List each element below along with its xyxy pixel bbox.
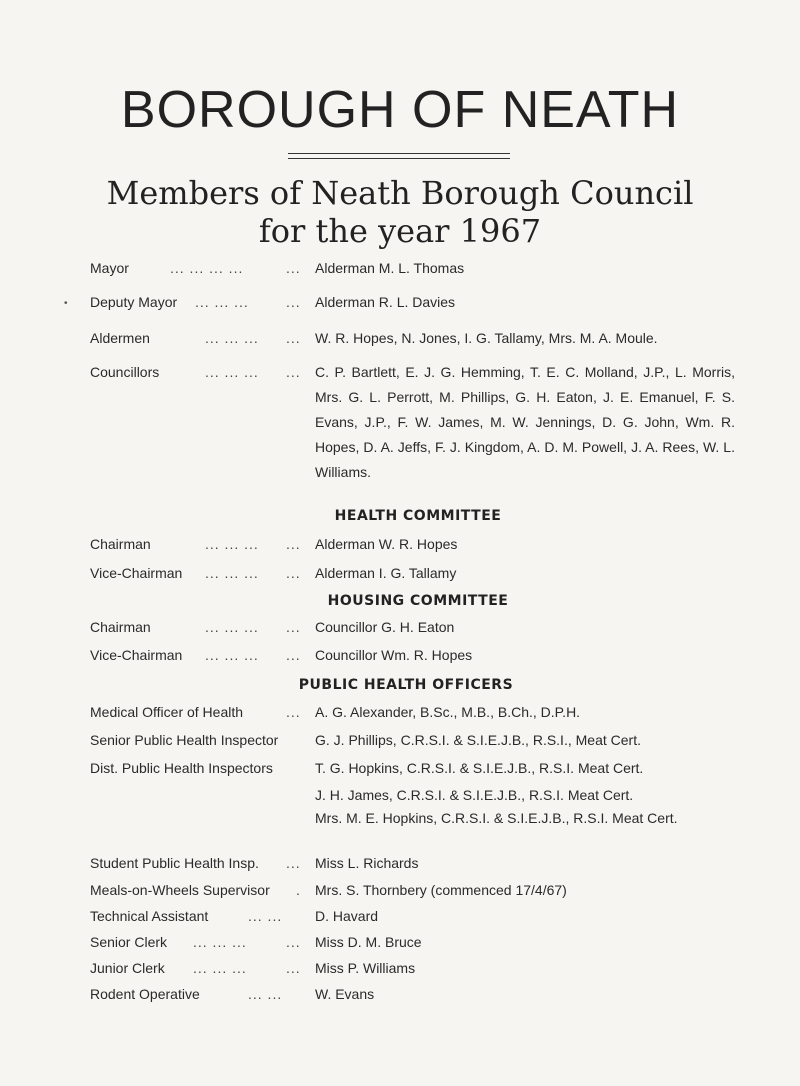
leader-dots: ...: [286, 565, 301, 581]
councillors-value: C. P. Bartlett, E. J. G. Hemming, T. E. C. Molland, J.P., L. Morris, Mrs. G. L. Perrott, M. Phillips, G. H. Eaton, J. E. Emanuel, F. S. Evans, J.P., F. W. James, M. W. Jennings, D. G. John, Wm. R. Hopes, D. A. Jeffs, F. J. Kingdom, A. D. M. Powell, J. A. Rees, W. L. Williams.: [315, 364, 735, 480]
leader-dots: ... ... ...: [205, 364, 259, 380]
housing-chairman-label: Chairman: [90, 619, 151, 635]
bullet-mark: •: [64, 298, 68, 309]
subtitle-line-1: Members of Neath Borough Council: [106, 174, 694, 212]
student-label: Student Public Health Insp.: [90, 855, 259, 871]
leader-dots: ... ... ...: [193, 960, 247, 976]
leader-dots: ... ... ...: [205, 330, 259, 346]
moh-value: A. G. Alexander, B.Sc., M.B., B.Ch., D.P.H.: [315, 704, 581, 720]
housing-vice-chairman-value: Councillor Wm. R. Hopes: [315, 647, 473, 663]
leader-dots: ...: [286, 294, 301, 310]
meals-label: Meals-on-Wheels Supervisor: [90, 882, 270, 898]
leader-dots: ...: [286, 364, 301, 380]
councillors-label: Councillors: [90, 364, 160, 380]
senior-inspector-label: Senior Public Health Inspector: [90, 732, 279, 748]
mayor-value: Alderman M. L. Thomas: [315, 260, 465, 276]
page-title: BOROUGH OF NEATH: [120, 81, 680, 139]
title-rule-lower: [288, 158, 510, 159]
district-inspector-1: T. G. Hopkins, C.R.S.I. & S.I.E.J.B., R.S.I. Meat Cert.: [315, 760, 644, 776]
leader-dot: .: [296, 882, 301, 898]
leader-dots: ... ... ...: [193, 934, 247, 950]
leader-dots: ...: [286, 960, 301, 976]
senior-clerk-label: Senior Clerk: [90, 934, 168, 950]
health-vice-chairman-value: Alderman I. G. Tallamy: [315, 565, 457, 581]
leader-dots: ...: [286, 260, 301, 276]
mayor-label: Mayor: [90, 260, 129, 276]
health-chairman-label: Chairman: [90, 536, 151, 552]
leader-dots: ...: [286, 855, 301, 871]
leader-dots: ...: [286, 619, 301, 635]
leader-dots: ... ... ...: [205, 565, 259, 581]
leader-dots: ...: [286, 647, 301, 663]
leader-dots: ... ... ...: [205, 647, 259, 663]
housing-chairman-value: Councillor G. H. Eaton: [315, 619, 455, 635]
tech-label: Technical Assistant: [90, 908, 209, 924]
health-chairman-value: Alderman W. R. Hopes: [315, 536, 458, 552]
leader-dots: ... ... ... ...: [170, 260, 244, 276]
meals-value: Mrs. S. Thornbery (commenced 17/4/67): [315, 882, 567, 898]
rodent-label: Rodent Operative: [90, 986, 200, 1002]
district-inspector-3: Mrs. M. E. Hopkins, C.R.S.I. & S.I.E.J.B., R.S.I. Meat Cert.: [315, 810, 678, 826]
leader-dots: ... ... ...: [195, 294, 249, 310]
leader-dots: ... ...: [248, 986, 283, 1002]
title-rule-upper: [288, 153, 510, 154]
leader-dots: ... ...: [248, 908, 283, 924]
district-inspector-2: J. H. James, C.R.S.I. & S.I.E.J.B., R.S.I. Meat Cert.: [315, 787, 634, 803]
rodent-value: W. Evans: [315, 986, 375, 1002]
leader-dots: ... ... ...: [205, 619, 259, 635]
leader-dots: ... ... ...: [205, 536, 259, 552]
health-vice-chairman-label: Vice-Chairman: [90, 565, 183, 581]
deputy-mayor-label: Deputy Mayor: [90, 294, 178, 310]
district-inspectors-label: Dist. Public Health Inspectors: [90, 760, 273, 776]
aldermen-label: Aldermen: [90, 330, 150, 346]
senior-inspector-value: G. J. Phillips, C.R.S.I. & S.I.E.J.B., R.S.I., Meat Cert.: [315, 732, 641, 748]
leader-dots: ...: [286, 536, 301, 552]
leader-dots: ...: [286, 934, 301, 950]
leader-dots: ...: [286, 330, 301, 346]
officers-heading: PUBLIC HEALTH OFFICERS: [298, 677, 514, 693]
junior-clerk-value: Miss P. Williams: [315, 960, 416, 976]
housing-vice-chairman-label: Vice-Chairman: [90, 647, 183, 663]
deputy-mayor-value: Alderman R. L. Davies: [315, 294, 456, 310]
aldermen-value: W. R. Hopes, N. Jones, I. G. Tallamy, Mrs. M. A. Moule.: [315, 330, 658, 346]
moh-label: Medical Officer of Health: [90, 704, 244, 720]
housing-committee-heading: HOUSING COMMITTEE: [327, 593, 509, 609]
senior-clerk-value: Miss D. M. Bruce: [315, 934, 422, 950]
leader-dots: ...: [286, 704, 301, 720]
subtitle-line-2: for the year 1967: [258, 212, 542, 250]
student-value: Miss L. Richards: [315, 855, 419, 871]
junior-clerk-label: Junior Clerk: [90, 960, 165, 976]
health-committee-heading: HEALTH COMMITTEE: [334, 508, 502, 524]
tech-value: D. Havard: [315, 908, 379, 924]
